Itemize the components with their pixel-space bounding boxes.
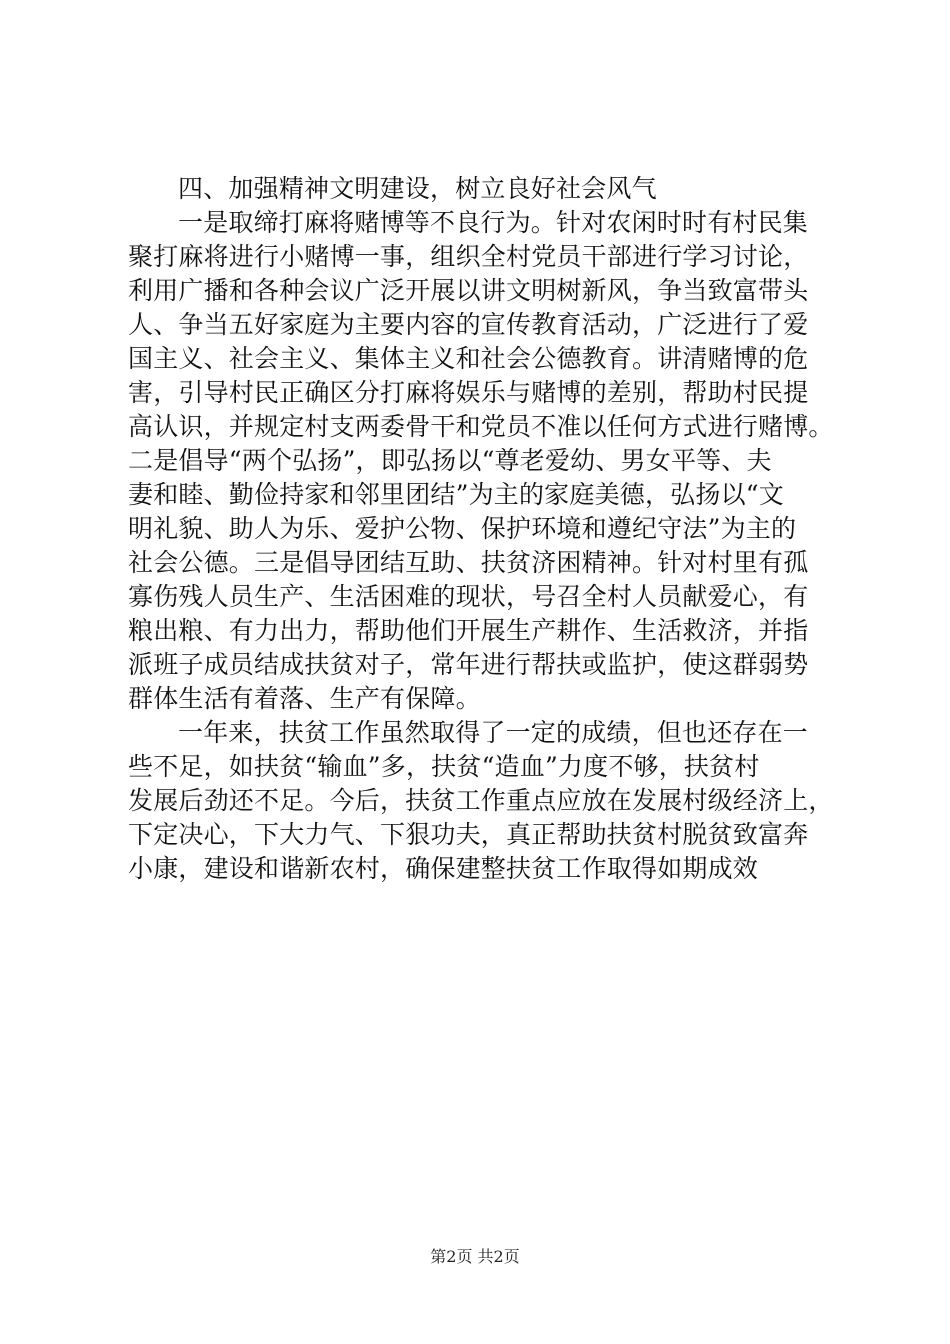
paragraph-line: 下定决心，下大力气、下狠功夫，真正帮助扶贫村脱贫致富奔 [128,820,809,849]
paragraph-line: 一年来，扶贫工作虽然取得了一定的成绩，但也还存在一 [178,718,809,747]
paragraph-line: 发展后劲还不足。今后，扶贫工作重点应放在发展村级经济上， [128,786,834,815]
paragraph-line: 派班子成员结成扶贫对子，常年进行帮扶或监护，使这群弱势 [128,650,809,679]
paragraph-line: 群体生活有着落、生产有保障。 [128,684,481,713]
paragraph-line: 二是倡导“两个弘扬”，即弘扬以“尊老爱幼、男女平等、夫 [128,446,772,475]
paragraph-line: 社会公德。三是倡导团结互助、扶贫济困精神。针对村里有孤 [128,548,809,577]
paragraph-line: 明礼貌、助人为乐、爱护公物、保护环境和遵纪守法”为主的 [128,514,797,543]
paragraph-line: 粮出粮、有力出力，帮助他们开展生产耕作、生活救济，并指 [128,616,809,645]
paragraph-line: 利用广播和各种会议广泛开展以讲文明树新风，争当致富带头 [128,276,809,305]
paragraph-line: 聚打麻将进行小赌博一事，组织全村党员干部进行学习讨论， [128,242,809,271]
paragraph-line: 害，引导村民正确区分打麻将娱乐与赌博的差别，帮助村民提 [128,378,809,407]
paragraph-line: 国主义、社会主义、集体主义和社会公德教育。讲清赌博的危 [128,344,809,373]
paragraph-line: 妻和睦、勤俭持家和邻里团结”为主的家庭美德，弘扬以“文 [128,480,784,509]
paragraph-line: 高认识，并规定村支两委骨干和党员不准以任何方式进行赌博。 [128,412,834,441]
paragraph-line: 寡伤残人员生产、生活困难的现状，号召全村人员献爱心，有 [128,582,809,611]
section-heading: 四、加强精神文明建设，树立良好社会风气 [178,174,657,203]
paragraph-line: 些不足，如扶贫“输血”多，扶贫“造血”力度不够，扶贫村 [128,752,760,781]
paragraph-line: 人、争当五好家庭为主要内容的宣传教育活动，广泛进行了爱 [128,310,809,339]
paragraph-line: 一是取缔打麻将赌博等不良行为。针对农闲时时有村民集 [178,208,809,237]
page-number-footer: 第2页 共2页 [430,1247,520,1266]
paragraph-line: 小康，建设和谐新农村，确保建整扶贫工作取得如期成效 [128,854,759,883]
